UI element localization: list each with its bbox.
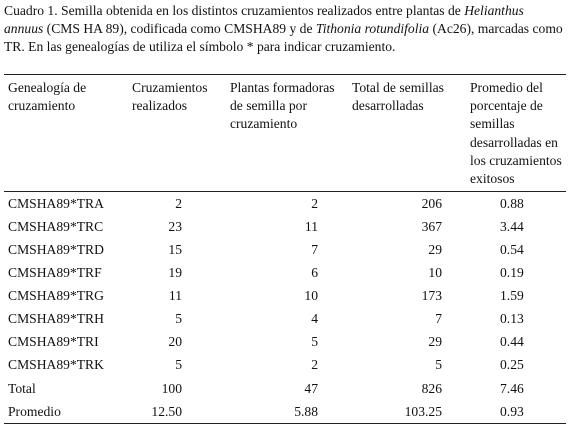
table-cell: Promedio: [4, 400, 128, 424]
table-cell: CMSHA89*TRH: [8, 311, 104, 327]
species-name-helianthus: Helianthus annuus: [4, 3, 524, 36]
header-genealogia: Genealogía de cruzamiento: [4, 75, 128, 192]
crossings-table: [4, 74, 566, 424]
table-cell: 5.88: [226, 400, 348, 424]
table-cell: 0.19: [500, 265, 524, 281]
table-row: [4, 262, 566, 285]
table-cell: 3.44: [500, 218, 524, 234]
species-name-tithonia: Tithonia rotundifolia: [315, 21, 430, 36]
table-cell: 15: [168, 241, 182, 257]
table-cell: CMSHA89*TRK: [8, 357, 104, 373]
table-cell: 47: [304, 380, 318, 396]
caption-text-3: (Ac26), marcadas como TR. En las genealogías de utiliza el símbolo * para indicar cruzamiento.: [4, 21, 563, 54]
table-cell: 206: [421, 195, 442, 211]
table-cell: 5: [311, 334, 318, 350]
table-cell: 7: [311, 241, 318, 257]
table-cell: 367: [421, 218, 442, 234]
table-cell: 0.88: [500, 195, 524, 211]
table-cell: 11: [304, 218, 318, 234]
table-row: [4, 308, 566, 331]
table-cell: 11: [168, 288, 182, 304]
table-cell: 173: [421, 288, 442, 304]
table-row: [4, 215, 566, 238]
table-row: [4, 285, 566, 308]
table-cell: 2: [175, 195, 182, 211]
table-cell: CMSHA89*TRI: [8, 334, 99, 350]
table-caption: [4, 2, 566, 56]
table-cell: 23: [168, 218, 182, 234]
table-cell: 20: [168, 334, 182, 350]
table-cell: CMSHA89*TRF: [8, 265, 102, 281]
table-row: [4, 400, 566, 424]
table-cell: 0.25: [500, 357, 524, 373]
header-cruzamientos: Cruzamientos realizados: [128, 75, 226, 192]
table-cell: 6: [311, 265, 318, 281]
caption-text-2: (CMS HA 89), codificada como CMSHA89 y de: [43, 21, 316, 36]
table-cell: CMSHA89*TRD: [8, 241, 104, 257]
table-row: [4, 192, 566, 216]
table-cell: 7.46: [500, 380, 524, 396]
table-cell: 29: [428, 241, 442, 257]
table-cell: 10: [428, 265, 442, 281]
table-cell: 10: [304, 288, 318, 304]
table-cell: 100: [161, 380, 182, 396]
table-cell: CMSHA89*TRA: [8, 195, 104, 211]
caption-text-1: Cuadro 1. Semilla obtenida en los distintos cruzamientos realizados entre plantas de: [4, 3, 465, 18]
table-cell: 5: [175, 357, 182, 373]
table-row: [4, 377, 566, 400]
table-cell: 12.50: [128, 400, 226, 424]
table-row: [4, 354, 566, 377]
table-cell: 7: [435, 311, 442, 327]
header-total-semillas: Total de semillas desarrolladas: [348, 75, 466, 192]
table-cell: 103.25: [348, 400, 466, 424]
header-promedio-porcentaje: Promedio del porcentaje de semillas desarrolladas en los cruzamientos exitosos: [466, 75, 566, 192]
table-cell: Total: [8, 380, 36, 396]
table-cell: 5: [175, 311, 182, 327]
table-cell: 0.13: [500, 311, 524, 327]
table-cell: 2: [311, 195, 318, 211]
table-cell: 0.93: [466, 400, 566, 424]
table-cell: 826: [421, 380, 442, 396]
table-cell: CMSHA89*TRC: [8, 218, 104, 234]
table-cell: 0.54: [500, 241, 524, 257]
table-cell: CMSHA89*TRG: [8, 288, 104, 304]
header-plantas: Plantas formadoras de semilla por cruzamiento: [226, 75, 348, 192]
table-cell: 4: [311, 311, 318, 327]
table-cell: 0.44: [500, 334, 524, 350]
table-cell: 29: [428, 334, 442, 350]
table-cell: 5: [435, 357, 442, 373]
table-header-row: [4, 75, 566, 192]
table-row: [4, 331, 566, 354]
table-cell: 19: [168, 265, 182, 281]
table-cell: 2: [311, 357, 318, 373]
table-cell: 1.59: [500, 288, 524, 304]
table-row: [4, 238, 566, 261]
